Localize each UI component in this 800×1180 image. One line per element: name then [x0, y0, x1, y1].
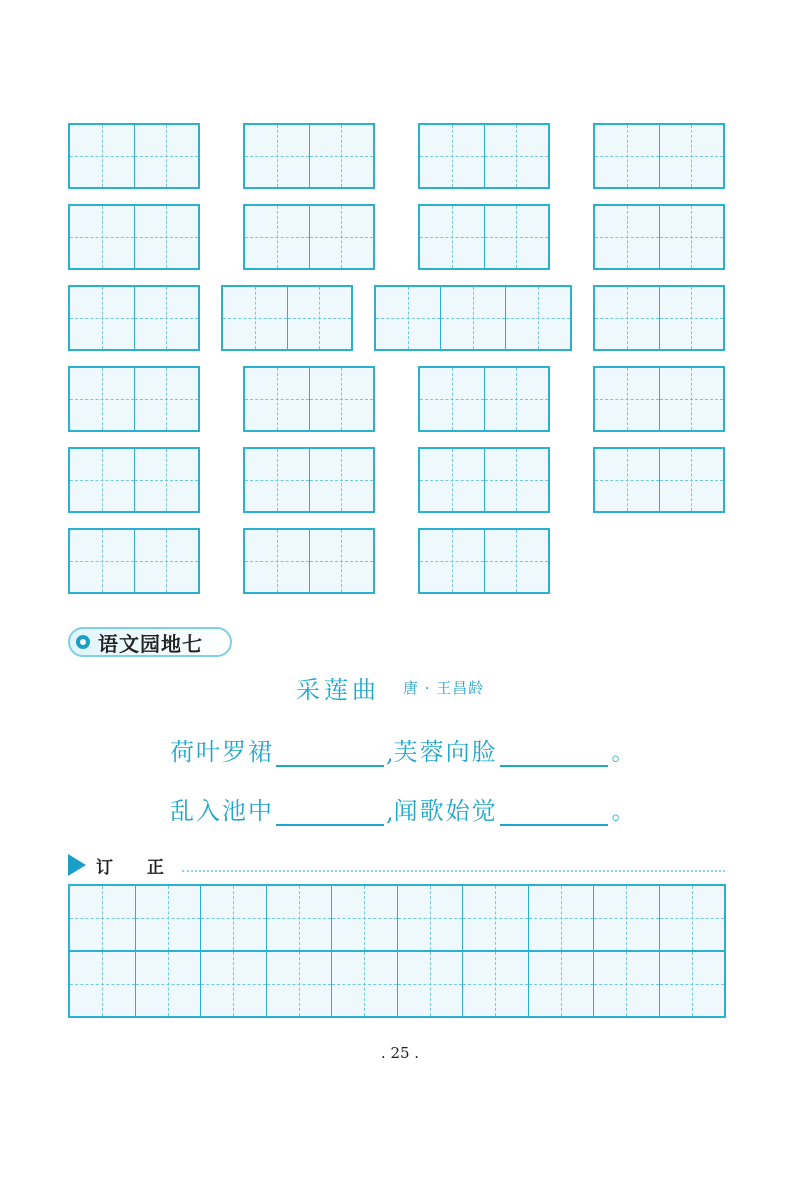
arrow-right-icon — [68, 854, 86, 876]
poem-line-1-part1: 荷叶罗裙 — [170, 738, 274, 766]
tianzige-box[interactable] — [68, 204, 200, 270]
poem-line-2-part1: 乱入池中 — [170, 797, 274, 825]
comma: , — [386, 798, 394, 826]
correction-header — [68, 853, 725, 877]
poem-line-1 — [170, 732, 634, 767]
tianzige-box[interactable] — [418, 528, 550, 594]
tianzige-box[interactable] — [593, 204, 725, 270]
tianzige-box[interactable] — [243, 528, 375, 594]
tianzige-box[interactable] — [418, 447, 550, 513]
tianzige-box[interactable] — [68, 447, 200, 513]
tianzige-box[interactable] — [593, 366, 725, 432]
tianzige-box[interactable] — [418, 204, 550, 270]
tianzige-box[interactable] — [68, 528, 200, 594]
tianzige-box[interactable] — [593, 447, 725, 513]
tianzige-box[interactable] — [68, 366, 200, 432]
tianzige-box[interactable] — [243, 123, 375, 189]
tianzige-box[interactable] — [593, 285, 725, 351]
tianzige-box[interactable] — [243, 204, 375, 270]
fill-blank[interactable] — [500, 739, 608, 767]
poem-line-2-part2: 闻歌始觉 — [393, 797, 498, 825]
comma: , — [386, 739, 394, 767]
fill-blank[interactable] — [276, 798, 384, 826]
tianzige-box[interactable] — [243, 366, 375, 432]
poem-line-2 — [170, 791, 634, 826]
correction-grid-row-1[interactable] — [68, 884, 726, 952]
poem-title: 采莲曲 — [296, 676, 380, 704]
circle-bullet-icon — [76, 635, 90, 649]
fill-blank[interactable] — [276, 739, 384, 767]
tianzige-box[interactable] — [243, 447, 375, 513]
section-header — [68, 627, 232, 657]
tianzige-box[interactable] — [418, 123, 550, 189]
tianzige-box[interactable] — [418, 366, 550, 432]
tianzige-box-three[interactable] — [374, 285, 572, 351]
period: 。 — [611, 741, 634, 766]
period: 。 — [611, 800, 634, 825]
page-number: . 25 . — [380, 1044, 420, 1062]
poem-line-1-part2: 芙蓉向脸 — [393, 738, 498, 766]
correction-label: 订 正 — [96, 857, 178, 878]
tianzige-box[interactable] — [68, 285, 200, 351]
correction-grid-row-2[interactable] — [68, 950, 726, 1018]
tianzige-box[interactable] — [68, 123, 200, 189]
dotted-divider — [182, 858, 725, 872]
fill-blank[interactable] — [500, 798, 608, 826]
section-title: 语文园地七 — [98, 631, 203, 656]
tianzige-box[interactable] — [593, 123, 725, 189]
poem-author: 唐 · 王昌龄 — [403, 679, 485, 697]
tianzige-box[interactable] — [221, 285, 353, 351]
